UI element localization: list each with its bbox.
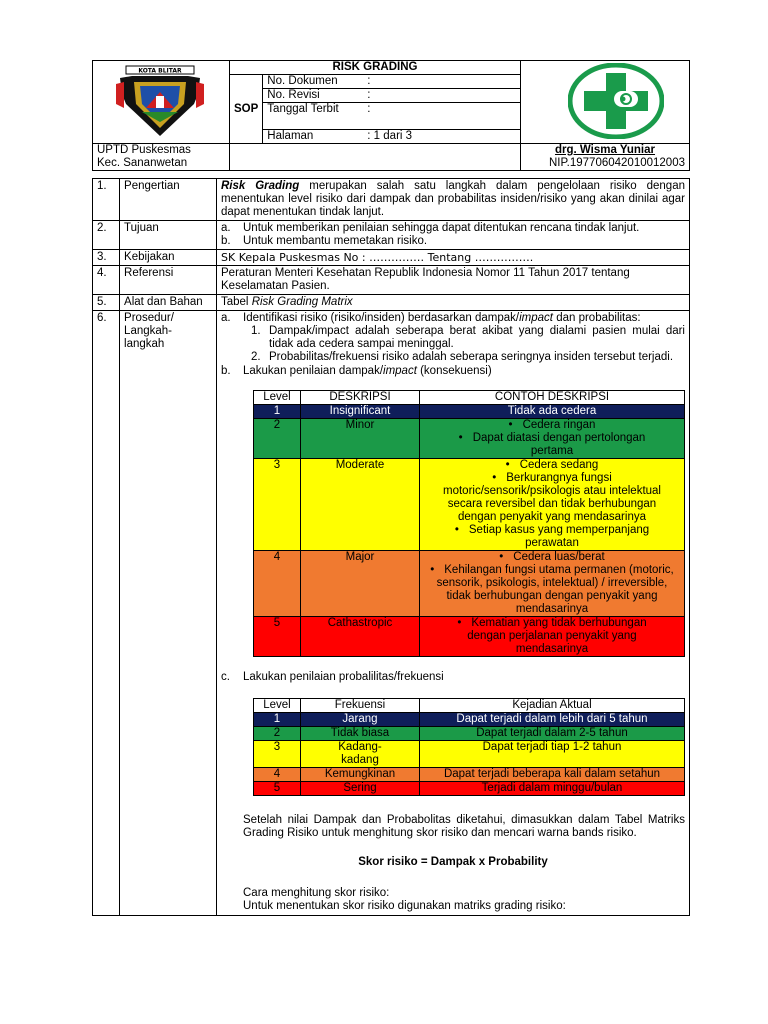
kota-blitar-logo <box>112 64 208 142</box>
row-label: Alat dan Bahan <box>120 295 217 311</box>
policy-text: SK Kepala Puskesmas No : …………… Tentang ……………. <box>217 250 690 266</box>
list-marker: 1. <box>251 325 261 337</box>
freq-actual: Dapat terjadi dalam 2-5 tahun <box>420 727 685 741</box>
issue-date-label: Tanggal Terbit <box>267 103 339 115</box>
kota-blitar-emblem-icon <box>112 64 208 142</box>
impact-header-desc: DESKRIPSI <box>301 391 420 405</box>
unit-line-2: Kec. Sananwetan <box>97 157 188 169</box>
tools-emphasis: Risk Grading Matrix <box>251 296 353 308</box>
impact-level: 3 <box>254 459 301 551</box>
step-c: Lakukan penilaian probalilitas/frekuensi <box>243 671 444 683</box>
revision-value: : <box>367 89 371 101</box>
row-label: Prosedur/ Langkah-langkah <box>120 311 217 916</box>
freq-level: 5 <box>254 782 301 796</box>
row-tujuan <box>93 221 690 250</box>
row-prosedur <box>93 311 690 916</box>
unit-cell <box>93 144 230 171</box>
freq-header-actual: Kejadian Aktual <box>420 699 685 713</box>
impact-desc: Minor <box>301 419 420 459</box>
freq-name: Sering <box>301 782 420 796</box>
step-b-pre: Lakukan penilaian dampak/ <box>243 365 384 377</box>
impact-example: • Cedera luas/berat <box>423 551 681 564</box>
impact-header-level: Level <box>254 391 301 405</box>
signer-cell <box>521 144 690 171</box>
list-marker: a. <box>221 222 231 234</box>
freq-actual: Dapat terjadi beberapa kali dalam setahun <box>420 768 685 782</box>
signer-name: drg. Wisma Yuniar <box>554 144 656 156</box>
freq-row-3 <box>254 741 685 768</box>
impact-examples <box>420 617 685 657</box>
freq-name: Tidak biasa <box>301 727 420 741</box>
freq-name: Kemungkinan <box>301 768 420 782</box>
doc-number-label: No. Dokumen <box>267 75 338 87</box>
row-referensi <box>93 266 690 295</box>
list-marker: c. <box>221 671 230 683</box>
freq-level: 4 <box>254 768 301 782</box>
row-number: 1. <box>93 179 120 221</box>
impact-example: • Dapat diatasi dengan pertolongan pertama <box>423 432 681 458</box>
city-label: KOTA BLITAR <box>138 67 182 75</box>
doc-title: RISK GRADING <box>230 61 521 75</box>
step-a-pre: Identifikasi risiko (risiko/insiden) berdasarkan dampak/ <box>243 312 520 324</box>
freq-row-5 <box>254 782 685 796</box>
revision-label: No. Revisi <box>267 89 320 101</box>
impact-row-3 <box>254 459 685 551</box>
list-marker: 2. <box>251 351 261 363</box>
page-label: Halaman <box>267 130 314 142</box>
list-marker: b. <box>221 235 231 247</box>
impact-example: Tidak ada cedera <box>420 405 685 419</box>
impact-desc: Insignificant <box>301 405 420 419</box>
impact-examples <box>420 551 685 617</box>
step-b-em: impact <box>383 365 417 377</box>
list-marker: a. <box>221 312 231 324</box>
step-a1: Dampak/impact adalah seberapa berat akibat yang dialami pasien mulai dari tidak ada cedera sampai meninggal. <box>269 325 685 350</box>
doc-number-row <box>263 75 521 89</box>
impact-level: 4 <box>254 551 301 617</box>
score-formula: Skor risiko = Dampak x Probability <box>358 856 548 868</box>
row-pengertian <box>93 179 690 221</box>
impact-level: 2 <box>254 419 301 459</box>
row-kebijakan <box>93 250 690 266</box>
freq-actual: Dapat terjadi dalam lebih dari 5 tahun <box>420 713 685 727</box>
row-label: Pengertian <box>120 179 217 221</box>
step-a2: Probabilitas/frekuensi risiko adalah seberapa seringnya insiden tersebut terjadi. <box>269 351 674 363</box>
freq-level: 3 <box>254 741 301 768</box>
row-label: Kebijakan <box>120 250 217 266</box>
impact-row-5 <box>254 617 685 657</box>
impact-row-2 <box>254 419 685 459</box>
impact-example: • Cedera sedang <box>423 459 681 472</box>
procedure-table <box>92 178 690 916</box>
impact-example: • Cedera ringan <box>423 419 681 432</box>
impact-row-4 <box>254 551 685 617</box>
impact-desc: Cathastropic <box>301 617 420 657</box>
puskesmas-cross-icon <box>568 63 664 139</box>
impact-level: 5 <box>254 617 301 657</box>
purpose-b: Untuk membantu memetakan risiko. <box>243 235 428 247</box>
impact-desc: Moderate <box>301 459 420 551</box>
issue-date-value: : <box>367 103 371 115</box>
step-a <box>243 312 685 325</box>
puskesmas-logo <box>568 63 664 139</box>
impact-examples <box>420 419 685 459</box>
freq-level: 1 <box>254 713 301 727</box>
score-method-title: Cara menghitung skor risiko: <box>243 887 390 899</box>
issue-date-row <box>263 103 521 130</box>
definition-body: merupakan salah satu langkah dalam pengelolaan risiko dengan menentukan level risiko dari dampak dan probabilitas insiden/risiko yang akan dinilai agar dapat menentukan tindak lanjut. <box>221 180 685 218</box>
impact-table <box>253 390 685 657</box>
impact-examples <box>420 459 685 551</box>
impact-desc: Major <box>301 551 420 617</box>
impact-example: • Kehilangan fungsi utama permanen (motoric, sensorik, psikologis, intelektual) / irreversible, tidak berhubungan dengan penyakit yang mendasarinya <box>423 564 681 616</box>
purpose-a: Untuk memberikan penilaian sehingga dapat ditentukan rencana tindak lanjut. <box>243 222 640 234</box>
page-value: : 1 dari 3 <box>367 130 413 142</box>
doc-number-value: : <box>367 75 371 87</box>
impact-example: • Kematian yang tidak berhubungan dengan perjalanan penyakit yang mendasarinya <box>423 617 681 656</box>
freq-name: Jarang <box>301 713 420 727</box>
freq-actual: Dapat terjadi tiap 1-2 tahun <box>420 741 685 768</box>
step-a-em: impact <box>519 312 553 324</box>
procedure-content <box>217 311 690 916</box>
freq-row-1 <box>254 713 685 727</box>
freq-row-4 <box>254 768 685 782</box>
list-marker: b. <box>221 365 231 377</box>
impact-row-1 <box>254 405 685 419</box>
purpose-list <box>217 221 690 250</box>
row-number: 4. <box>93 266 120 295</box>
row-label: Tujuan <box>120 221 217 250</box>
signer-nip: NIP.197706042010012003 <box>548 157 685 169</box>
impact-header-example: CONTOH DESKRIPSI <box>420 391 685 405</box>
freq-header-freq: Frekuensi <box>301 699 420 713</box>
row-number: 2. <box>93 221 120 250</box>
score-method-text: Untuk menentukan skor risiko digunakan matriks grading risiko: <box>243 900 566 912</box>
freq-header-level: Level <box>254 699 301 713</box>
tools-prefix: Tabel <box>221 296 252 308</box>
step-b <box>243 365 685 378</box>
freq-level: 2 <box>254 727 301 741</box>
row-number: 6. <box>93 311 120 916</box>
step-b-post: (konsekuensi) <box>416 365 492 377</box>
impact-example: • Setiap kasus yang memperpanjang perawatan <box>423 524 681 550</box>
freq-name: Kadang-kadang <box>301 741 420 768</box>
sop-label: SOP <box>230 75 263 144</box>
unit-line-1: UPTD Puskesmas <box>97 144 191 156</box>
blank-cell <box>230 144 521 171</box>
reference-text: Peraturan Menteri Kesehatan Republik Indonesia Nomor 11 Tahun 2017 tentang Keselamatan Pasien. <box>217 266 690 295</box>
row-number: 5. <box>93 295 120 311</box>
impact-level: 1 <box>254 405 301 419</box>
tools-text <box>217 295 690 311</box>
row-label: Referensi <box>120 266 217 295</box>
row-alat-bahan <box>93 295 690 311</box>
impact-example: • Berkurangnya fungsi motoric/sensorik/psikologis atau intelektual secara reversibel dan tidak berhubungan dengan penyakit yang mendasarinya <box>423 472 681 524</box>
term-risk-grading: Risk Grading <box>221 180 300 192</box>
page-row <box>263 130 521 144</box>
frequency-table <box>253 698 685 796</box>
step-a-post: dan probabilitas: <box>553 312 641 324</box>
freq-row-2 <box>254 727 685 741</box>
revision-row <box>263 89 521 103</box>
matrix-explanation: Setelah nilai Dampak dan Probabolitas diketahui, dimasukkan dalam Tabel Matriks Grading Risiko untuk menghitung skor risiko dan mencari warna bands risiko. <box>243 814 685 839</box>
row-number: 3. <box>93 250 120 266</box>
definition-text <box>217 179 690 221</box>
freq-actual: Terjadi dalam minggu/bulan <box>420 782 685 796</box>
